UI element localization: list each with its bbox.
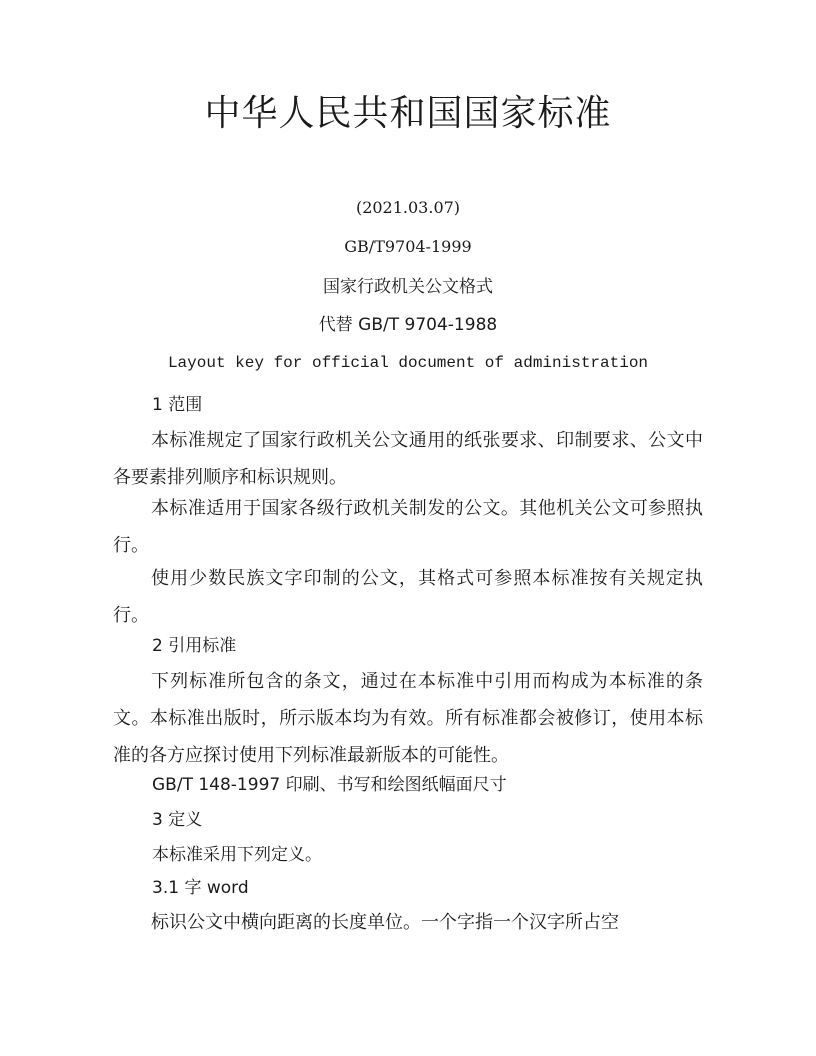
standard-name: 国家行政机关公文格式 <box>323 277 493 297</box>
section-3-1-paragraph-1: 标识公文中横向距离的长度单位。一个字指一个汉字所占空 <box>151 912 619 933</box>
section-1-heading: 1 范围 <box>152 395 203 415</box>
section-3-heading: 3 定义 <box>152 810 203 830</box>
section-1-paragraph-3: 使用少数民族文字印制的公文，其格式可参照本标准按有关规定执行。 <box>113 568 703 626</box>
section-3-1-heading: 3.1 字 word <box>152 878 249 898</box>
section-2-reference: GB/T 148-1997 印刷、书写和绘图纸幅面尺寸 <box>152 775 507 795</box>
english-title: Layout key for official document of administration <box>167 354 649 372</box>
section-1-paragraph-1: 本标准规定了国家行政机关公文通用的纸张要求、印制要求、公文中各要素排列顺序和标识规则。 <box>113 430 703 488</box>
document-title: 中华人民共和国国家标准 <box>204 93 612 134</box>
section-2-paragraph-1: 下列标准所包含的条文，通过在本标准中引用而构成为本标准的条文。本标准出版时，所示版本均为有效。所有标准都会被修订，使用本标准的各方应探讨使用下列标准最新版本的可能性。 <box>113 671 703 766</box>
document-date: (2021.03.07) <box>355 198 461 217</box>
standard-number: GB/T9704-1999 <box>344 237 472 256</box>
section-1-paragraph-2: 本标准适用于国家各级行政机关制发的公文。其他机关公文可参照执行。 <box>113 498 703 556</box>
section-2-heading: 2 引用标准 <box>152 636 237 656</box>
replaces-standard: 代替 GB/T 9704-1988 <box>318 315 498 335</box>
section-3-paragraph-1: 本标准采用下列定义。 <box>152 845 322 865</box>
